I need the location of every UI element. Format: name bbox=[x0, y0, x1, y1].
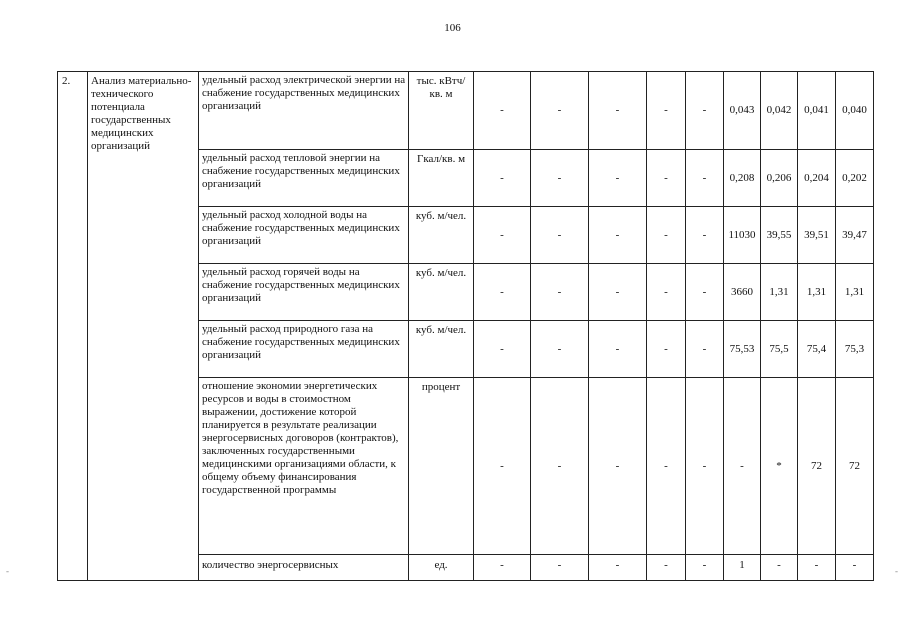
value-cell: - bbox=[589, 150, 647, 207]
value-cell: - bbox=[647, 264, 686, 321]
value-cell: - bbox=[589, 321, 647, 378]
value-cell: - bbox=[474, 555, 531, 581]
value-cell: - bbox=[647, 150, 686, 207]
unit-cell: куб. м/чел. bbox=[409, 321, 474, 378]
value-cell: 72 bbox=[836, 378, 874, 555]
value-cell: 0,202 bbox=[836, 150, 874, 207]
value-cell: - bbox=[474, 378, 531, 555]
value-cell: * bbox=[761, 378, 798, 555]
value-cell: - bbox=[531, 264, 589, 321]
value-cell: - bbox=[647, 555, 686, 581]
value-cell: 0,206 bbox=[761, 150, 798, 207]
row-number-cell: 2. bbox=[58, 72, 88, 581]
value-cell: 0,042 bbox=[761, 72, 798, 150]
value-cell: 0,040 bbox=[836, 72, 874, 150]
value-cell: - bbox=[647, 207, 686, 264]
value-cell: - bbox=[474, 264, 531, 321]
value-cell: 75,5 bbox=[761, 321, 798, 378]
unit-cell: ед. bbox=[409, 555, 474, 581]
value-cell: - bbox=[686, 72, 724, 150]
data-table bbox=[57, 71, 874, 581]
value-cell: - bbox=[474, 321, 531, 378]
indicator-cell: количество энергосервисных bbox=[199, 555, 409, 581]
value-cell: - bbox=[836, 555, 874, 581]
value-cell: 3660 bbox=[724, 264, 761, 321]
indicator-cell: удельный расход холодной воды на снабжение государственных медицинских организаций bbox=[199, 207, 409, 264]
indicator-cell: отношение экономии энергетических ресурсов и воды в стоимостном выражении, достижение которой планируется в результате реализации энергосервисных договоров (контрактов), заключенных государственными медицинскими организациями области, к общему объему финансирования государственной программы bbox=[199, 378, 409, 555]
value-cell: - bbox=[531, 72, 589, 150]
value-cell: 39,51 bbox=[798, 207, 836, 264]
unit-cell: куб. м/чел. bbox=[409, 207, 474, 264]
value-cell: - bbox=[589, 207, 647, 264]
value-cell: 75,3 bbox=[836, 321, 874, 378]
unit-cell: куб. м/чел. bbox=[409, 264, 474, 321]
value-cell: - bbox=[531, 207, 589, 264]
value-cell: - bbox=[686, 321, 724, 378]
value-cell: - bbox=[686, 555, 724, 581]
indicator-cell: удельный расход электрической энергии на снабжение государственных медицинских организаций bbox=[199, 72, 409, 150]
value-cell: 75,4 bbox=[798, 321, 836, 378]
unit-cell: тыс. кВтч/ кв. м bbox=[409, 72, 474, 150]
value-cell: - bbox=[647, 321, 686, 378]
value-cell: - bbox=[686, 207, 724, 264]
value-cell: - bbox=[474, 150, 531, 207]
edge-mark-left: - bbox=[6, 566, 9, 576]
value-cell: - bbox=[531, 555, 589, 581]
value-cell: 11030 bbox=[724, 207, 761, 264]
value-cell: 75,53 bbox=[724, 321, 761, 378]
table-row bbox=[58, 72, 874, 150]
value-cell: 0,041 bbox=[798, 72, 836, 150]
value-cell: - bbox=[686, 378, 724, 555]
value-cell: - bbox=[798, 555, 836, 581]
value-cell: 72 bbox=[798, 378, 836, 555]
value-cell: - bbox=[647, 72, 686, 150]
value-cell: - bbox=[686, 150, 724, 207]
value-cell: - bbox=[724, 378, 761, 555]
value-cell: - bbox=[589, 72, 647, 150]
value-cell: - bbox=[761, 555, 798, 581]
unit-cell: процент bbox=[409, 378, 474, 555]
value-cell: 39,55 bbox=[761, 207, 798, 264]
unit-cell: Гкал/кв. м bbox=[409, 150, 474, 207]
edge-mark-right: - bbox=[895, 566, 898, 576]
value-cell: 1 bbox=[724, 555, 761, 581]
value-cell: - bbox=[474, 207, 531, 264]
indicator-cell: удельный расход природного газа на снабжение государственных медицинских организаций bbox=[199, 321, 409, 378]
value-cell: - bbox=[589, 378, 647, 555]
value-cell: - bbox=[531, 150, 589, 207]
value-cell: 0,043 bbox=[724, 72, 761, 150]
value-cell: - bbox=[531, 321, 589, 378]
value-cell: 1,31 bbox=[836, 264, 874, 321]
value-cell: - bbox=[474, 72, 531, 150]
value-cell: 39,47 bbox=[836, 207, 874, 264]
value-cell: - bbox=[589, 555, 647, 581]
value-cell: - bbox=[647, 378, 686, 555]
indicator-cell: удельный расход тепловой энергии на снабжение государственных медицинских организаций bbox=[199, 150, 409, 207]
value-cell: - bbox=[686, 264, 724, 321]
value-cell: 1,31 bbox=[798, 264, 836, 321]
value-cell: - bbox=[589, 264, 647, 321]
subject-cell: Анализ материально-технического потенциала государственных медицинских организаций bbox=[88, 72, 199, 581]
value-cell: 1,31 bbox=[761, 264, 798, 321]
page-number: 106 bbox=[444, 22, 461, 34]
value-cell: 0,208 bbox=[724, 150, 761, 207]
value-cell: 0,204 bbox=[798, 150, 836, 207]
indicator-cell: удельный расход горячей воды на снабжение государственных медицинских организаций bbox=[199, 264, 409, 321]
value-cell: - bbox=[531, 378, 589, 555]
